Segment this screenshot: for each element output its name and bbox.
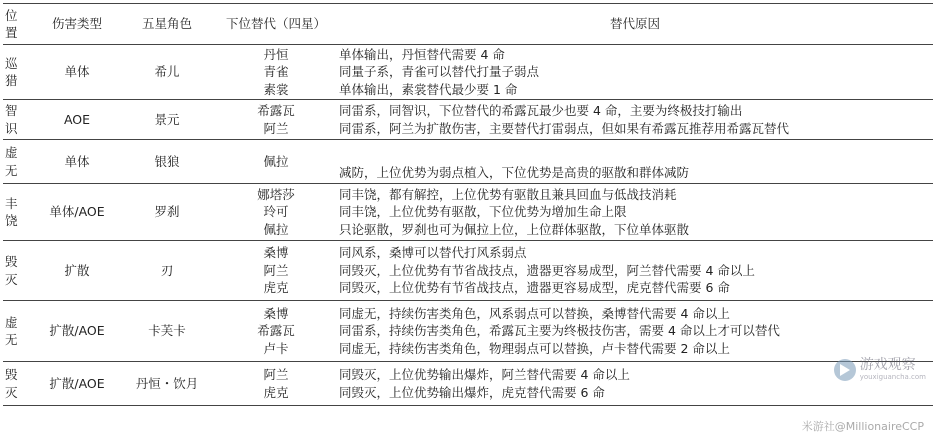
five-star-cell: 希儿 [119,45,215,100]
position-cell [3,241,35,301]
reason-cell [337,241,933,301]
substitute-name: 娜塔莎 [257,186,295,202]
table-row [3,362,933,406]
substitute-name: 虎克 [263,384,289,400]
watermark-logo [834,358,926,381]
table-row [3,140,933,184]
header-reason: 替代原因 [337,4,933,45]
substitute-name: 阿兰 [263,367,289,382]
substitute-cell [215,301,337,362]
table-row [3,301,933,362]
substitute-name: 卢卡 [263,340,289,356]
position-cell [3,301,35,362]
position-cell [3,45,35,100]
position-char: 巡 [5,55,18,71]
reason-line: 同毁灭，上位优势输出爆炸，虎克替代需要 6 命 [339,384,605,400]
damage-type-cell: AOE [35,100,119,140]
logo-text-block [860,358,926,381]
five-star-cell: 罗刹 [119,184,215,241]
substitute-name: 青雀 [263,64,289,80]
position-char: 虚 [5,145,18,160]
damage-type-cell: 扩散/AOE [35,301,119,362]
reason-cell [337,301,933,362]
substitute-cell [215,140,337,184]
reason-cell [337,45,933,100]
reason-cell [337,140,933,184]
replacement-table [3,3,933,406]
substitute-name: 素裳 [263,81,289,97]
damage-type-cell: 扩散/AOE [35,362,119,406]
play-icon [834,359,856,381]
five-star-cell: 刃 [119,241,215,301]
logo-title: 游戏观察 [859,357,916,373]
substitute-name: 桑博 [263,305,289,321]
substitute-name: 阿兰 [263,120,289,136]
reason-line: 同毁灭，上位优势有节省战技点，遗器更容易成型，阿兰替代需要 4 命以上 [339,262,755,278]
five-star-cell: 景元 [119,100,215,140]
position-char: 智 [5,103,18,118]
reason-line: 只论驱散，罗刹也可为佩拉上位，上位群体驱散，下位单体驱散 [339,221,690,237]
table-row [3,241,933,301]
reason-line: 同丰饶，上位优势有驱散，下位优势为增加生命上限 [339,204,627,220]
five-star-cell: 丹恒・饮月 [119,362,215,406]
position-char: 灭 [5,384,18,400]
substitute-cell [215,45,337,100]
position-char: 丰 [5,195,18,211]
substitute-name: 玲可 [263,204,289,220]
substitute-name: 佩拉 [263,153,289,169]
header-position [3,4,35,45]
substitute-cell [215,100,337,140]
position-char: 灭 [5,271,18,287]
position-char: 无 [5,162,18,178]
damage-type-cell: 单体 [35,140,119,184]
reason-line: 同雷系，同智识，下位替代的希露瓦最少也要 4 命，主要为终极技打输出 [339,103,743,118]
reason-line: 同虚无，持续伤害类角色，物理弱点可以替换，卢卡替代需要 2 命以上 [339,340,730,356]
substitute-name: 希露瓦 [257,103,295,118]
reason-line: 同丰饶，都有解控，上位优势有驱散且兼具回血与低战技消耗 [339,186,677,202]
reason-line: 同毁灭，上位优势有节省战技点，遗器更容易成型，虎克替代需要 6 命 [339,280,730,296]
reason-cell [337,184,933,241]
reason-line: 单体输出，丹恒替代需要 4 命 [339,46,505,62]
reason-line: 同雷系，阿兰为扩散伤害，主要替代打雷弱点，但如果有希露瓦推荐用希露瓦替代 [339,120,790,136]
reason-line: 同风系，桑博可以替代打风系弱点 [339,245,527,261]
five-star-cell: 卡芙卡 [119,301,215,362]
reason-line: 同虚无，持续伤害类角色，风系弱点可以替换，桑博替代需要 4 命以上 [339,305,730,321]
header-row [3,4,933,45]
position-char: 毁 [5,254,18,269]
table-row [3,184,933,241]
damage-type-cell: 单体/AOE [35,184,119,241]
substitute-name: 丹恒 [263,46,289,62]
reason-cell [337,100,933,140]
substitute-name: 佩拉 [263,221,289,237]
position-char: 毁 [5,367,18,382]
logo-subtitle: youxiguancha.com [859,373,926,381]
substitute-name: 阿兰 [263,262,289,278]
reason-line: 减防，上位优势为弱点植入，下位优势是高贵的驱散和群体减防 [339,164,690,180]
reason-line: 同量子系，青雀可以替代打量子弱点 [339,64,540,80]
substitute-name: 希露瓦 [257,323,295,339]
position-char: 饶 [5,213,18,228]
reason-line: 同雷系，持续伤害类角色，希露瓦主要为终极技伤害，需要 4 命以上才可以替代 [339,323,780,339]
position-cell [3,100,35,140]
substitute-name: 虎克 [263,280,289,296]
position-cell [3,140,35,184]
position-char: 识 [5,120,18,136]
position-char: 无 [5,332,18,347]
position-char: 猎 [5,73,18,88]
header-five-star: 五星角色 [119,4,215,45]
substitute-cell [215,184,337,241]
watermark-credit: 米游社@MillionaireCCP [801,420,924,433]
damage-type-cell: 扩散 [35,241,119,301]
header-damage-type: 伤害类型 [35,4,119,45]
table-row [3,45,933,100]
substitute-cell [215,241,337,301]
substitute-name: 桑博 [263,245,289,261]
position-cell [3,362,35,406]
table-row [3,100,933,140]
damage-type-cell: 单体 [35,45,119,100]
reason-line: 单体输出，素裳替代最少要 1 命 [339,81,518,97]
five-star-cell: 银狼 [119,140,215,184]
header-position-char-2: 置 [5,25,18,40]
substitute-cell [215,362,337,406]
reason-line: 同毁灭，上位优势输出爆炸，阿兰替代需要 4 命以上 [339,367,630,382]
position-cell [3,184,35,241]
header-position-char-1: 位 [5,7,18,23]
header-substitute: 下位替代（四星） [215,4,337,45]
position-char: 虚 [5,314,18,330]
